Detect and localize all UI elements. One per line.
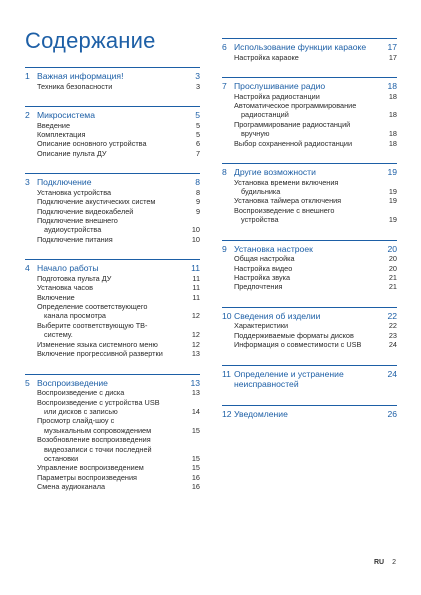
- toc-item-line: Выберите соответствующую ТВ-: [37, 320, 148, 330]
- toc-section-heading[interactable]: [222, 38, 397, 53]
- toc-section: [222, 77, 397, 148]
- toc-item[interactable]: [234, 196, 397, 205]
- toc-item[interactable]: [37, 283, 200, 292]
- toc-item-text: [37, 188, 196, 197]
- toc-item-page: 11: [192, 292, 200, 302]
- toc-item-page: 10: [191, 225, 200, 235]
- section-number: 8: [222, 167, 227, 178]
- toc-section-heading[interactable]: [222, 307, 397, 322]
- toc-item-page: 18: [388, 129, 397, 139]
- toc-item-line: Определение соответствующего: [37, 302, 148, 312]
- toc-item-page: 18: [388, 91, 397, 101]
- toc-item-line: Техника безопасности: [37, 81, 113, 91]
- toc-item-page: 15: [191, 425, 200, 435]
- toc-item-text: [37, 463, 192, 472]
- toc-item[interactable]: [234, 264, 397, 273]
- toc-item[interactable]: [234, 331, 397, 340]
- toc-item-page: 18: [388, 138, 397, 148]
- toc-item-line: Предпочтения: [234, 282, 283, 292]
- toc-section: [25, 67, 200, 91]
- toc-item-text: [37, 302, 192, 321]
- toc-item[interactable]: [37, 139, 200, 148]
- section-page: 19: [387, 167, 397, 178]
- toc-item-page: 20: [388, 263, 397, 273]
- toc-item-line: Автоматическое программирование: [234, 101, 357, 110]
- toc-item-line: устройства: [241, 215, 279, 225]
- toc-item-list: [25, 274, 200, 359]
- toc-item-text: [37, 349, 192, 358]
- toc-section: [222, 405, 397, 420]
- section-page: 8: [195, 177, 200, 188]
- toc-item-list: [25, 188, 200, 244]
- toc-item-line: Управление воспроизведением: [37, 463, 144, 473]
- toc-item-page: 5: [195, 120, 200, 130]
- page-number: 2: [392, 559, 396, 566]
- page-footer: [374, 559, 396, 566]
- toc-item-line: Подключение видеокабелей: [37, 206, 134, 216]
- section-title: [234, 311, 387, 322]
- section-title: [37, 378, 190, 389]
- toc-item-line: Параметры воспроизведения: [37, 472, 137, 482]
- toc-item-text: [37, 235, 192, 244]
- toc-item-line: Выбор сохраненной радиостанции: [234, 138, 353, 148]
- toc-item-page: 7: [195, 148, 200, 158]
- section-page: 5: [195, 110, 200, 120]
- toc-item-line: Установка таймера отключения: [234, 196, 342, 206]
- section-title-line: Сведения об изделии: [234, 310, 321, 321]
- toc-item-text: [234, 340, 389, 349]
- toc-item-page: 6: [195, 139, 200, 149]
- toc-item-text: [37, 398, 192, 417]
- section-title: [234, 369, 387, 390]
- toc-item-page: 23: [388, 330, 397, 340]
- toc-item[interactable]: [37, 197, 200, 206]
- toc-item-text: [37, 274, 192, 283]
- page-title: Содержание: [25, 28, 156, 53]
- toc-item-page: 15: [191, 463, 200, 473]
- toc-item-line: Настройка радиостанции: [234, 91, 320, 101]
- section-page: 26: [387, 408, 397, 419]
- toc-item[interactable]: [234, 92, 397, 101]
- section-page: 13: [190, 377, 200, 388]
- toc-item-text: [234, 139, 389, 148]
- toc-item-page: 10: [191, 234, 200, 244]
- toc-item[interactable]: [37, 293, 200, 302]
- toc-item[interactable]: [37, 435, 200, 463]
- toc-item-text: [234, 273, 389, 282]
- toc-item[interactable]: [37, 207, 200, 216]
- section-title-line: Важная информация!: [37, 71, 124, 81]
- toc-item[interactable]: [234, 53, 397, 62]
- toc-item[interactable]: [234, 340, 397, 349]
- toc-section: [222, 163, 397, 225]
- toc-item-page: 3: [195, 81, 200, 91]
- toc-section-heading[interactable]: [25, 173, 200, 188]
- toc-item-line: Включение прогрессивной развертки: [37, 349, 163, 359]
- toc-item[interactable]: [37, 149, 200, 158]
- toc-section-heading[interactable]: [25, 106, 200, 121]
- toc-item-line: Смена аудиоканала: [37, 482, 106, 492]
- toc-item-line: Включение: [37, 292, 75, 302]
- toc-item-page: 16: [191, 482, 200, 492]
- toc-section: [25, 259, 200, 358]
- toc-item-page: 12: [191, 339, 200, 349]
- section-title-line: Подключение: [37, 177, 92, 188]
- toc-item-line: Просмотр слайд-шоу с: [37, 416, 115, 426]
- section-number: 5: [25, 377, 30, 388]
- toc-item-text: [37, 121, 196, 130]
- section-number: 7: [222, 81, 227, 91]
- section-title-line: неисправностей: [234, 379, 299, 390]
- toc-item-text: [234, 254, 389, 263]
- toc-item-line: музыкальным сопровождением: [44, 425, 152, 435]
- toc-section: [222, 307, 397, 350]
- toc-item-text: [234, 206, 389, 225]
- toc-item-page: 21: [388, 282, 397, 292]
- toc-item-line: Подготовка пульта ДУ: [37, 273, 112, 283]
- section-title: [234, 42, 387, 53]
- toc-item-text: [37, 482, 192, 491]
- section-page: 22: [387, 310, 397, 321]
- section-number: 1: [25, 71, 30, 81]
- toc-section-heading[interactable]: [25, 374, 200, 389]
- section-title: [234, 244, 387, 255]
- toc-item-page: 9: [195, 197, 200, 207]
- toc-right-column: [222, 38, 397, 434]
- toc-item-line: Общая настройка: [234, 254, 295, 264]
- toc-item-line: Поддерживаемые форматы дисков: [234, 330, 354, 340]
- toc-item[interactable]: [37, 188, 200, 197]
- toc-item-line: остановки: [44, 453, 79, 463]
- toc-item[interactable]: [234, 254, 397, 263]
- section-title: [37, 177, 195, 188]
- toc-item-line: Настройка звука: [234, 273, 291, 283]
- section-number: 2: [25, 110, 30, 120]
- toc-item[interactable]: [234, 321, 397, 330]
- toc-item-page: 21: [388, 273, 397, 283]
- toc-item-page: 5: [195, 130, 200, 139]
- toc-item-line: Установка времени включения: [234, 177, 339, 187]
- toc-section: [25, 106, 200, 158]
- section-title: [37, 110, 195, 121]
- toc-item-page: 16: [191, 472, 200, 482]
- toc-item-line: Описание пульта ДУ: [37, 148, 107, 158]
- section-page: 20: [387, 243, 397, 254]
- toc-item-line: Описание основного устройства: [37, 139, 147, 149]
- toc-item-page: 8: [195, 187, 200, 197]
- toc-item[interactable]: [37, 121, 200, 130]
- toc-item-text: [37, 216, 192, 235]
- toc-item-text: [37, 435, 192, 463]
- section-title-line: Начало работы: [37, 263, 99, 274]
- toc-item-text: [234, 264, 389, 273]
- toc-item[interactable]: [234, 101, 397, 120]
- section-title-line: Прослушивание радио: [234, 81, 326, 91]
- section-number: 10: [222, 310, 232, 321]
- toc-item[interactable]: [234, 139, 397, 148]
- toc-item-line: систему.: [44, 330, 73, 340]
- toc-left-column: [25, 67, 200, 507]
- toc-item-page: 19: [388, 187, 397, 197]
- section-title: [37, 71, 195, 82]
- toc-item[interactable]: [234, 206, 397, 225]
- toc-item-page: 19: [388, 215, 397, 225]
- toc-section-heading[interactable]: [222, 240, 397, 255]
- section-page: 24: [387, 368, 397, 379]
- language-code: RU: [373, 559, 385, 566]
- toc-item-text: [234, 178, 389, 197]
- toc-item-text: [234, 321, 389, 330]
- toc-item-text: [234, 331, 389, 340]
- toc-item-line: Программирование радиостанций: [234, 119, 351, 129]
- toc-item-text: [37, 340, 192, 349]
- toc-item-text: [234, 53, 389, 62]
- toc-item[interactable]: [37, 349, 200, 358]
- section-title: [234, 409, 387, 420]
- toc-item-text: [37, 130, 196, 139]
- section-title-line: Микросистема: [37, 110, 95, 120]
- section-title-line: Использование функции караоке: [234, 42, 367, 52]
- toc-item-line: Воспроизведение с внешнего: [234, 205, 335, 215]
- toc-item[interactable]: [37, 482, 200, 491]
- toc-item[interactable]: [234, 178, 397, 197]
- toc-section: [222, 240, 397, 292]
- toc-section: [222, 365, 397, 390]
- toc-item-page: 22: [388, 321, 397, 331]
- toc-item-line: Подключение акустических систем: [37, 197, 156, 207]
- toc-item-text: [37, 321, 192, 340]
- toc-item-page: 24: [388, 340, 397, 350]
- section-number: 12: [222, 408, 232, 419]
- section-title: [234, 81, 387, 92]
- toc-item-line: Информация о совместимости с USB: [234, 340, 362, 350]
- toc-item-line: радиостанций: [241, 110, 289, 120]
- toc-item[interactable]: [37, 340, 200, 349]
- toc-item[interactable]: [37, 235, 200, 244]
- section-number: 6: [222, 42, 227, 52]
- toc-item-text: [234, 101, 389, 120]
- toc-item-text: [37, 283, 192, 292]
- toc-item-list: [222, 178, 397, 225]
- toc-item-page: 20: [388, 254, 397, 264]
- toc-item-list: [25, 82, 200, 91]
- toc-item-page: 14: [191, 406, 200, 416]
- toc-section-heading[interactable]: [222, 365, 397, 390]
- toc-item[interactable]: [37, 416, 200, 435]
- toc-item[interactable]: [234, 282, 397, 291]
- toc-item-line: канала просмотра: [44, 311, 106, 321]
- section-number: 11: [222, 368, 231, 379]
- toc-item-text: [37, 197, 196, 206]
- toc-item-line: Изменение языка системного меню: [37, 339, 158, 349]
- section-title: [37, 263, 191, 274]
- toc-section-heading[interactable]: [222, 163, 397, 178]
- toc-item-line: Установка устройства: [37, 187, 112, 197]
- toc-item[interactable]: [37, 388, 200, 397]
- toc-item-line: Воспроизведение с устройства USB: [37, 397, 160, 407]
- section-number: 9: [222, 243, 227, 254]
- toc-item-text: [234, 120, 389, 139]
- section-title-line: Воспроизведение: [37, 377, 108, 388]
- toc-item-page: 11: [192, 283, 200, 293]
- toc-item-page: 18: [388, 110, 397, 120]
- toc-item-line: или дисков с записью: [44, 406, 118, 416]
- toc-item-page: 19: [388, 196, 397, 206]
- toc-item-page: 17: [388, 52, 397, 62]
- section-number: 4: [25, 263, 30, 274]
- section-title: [234, 167, 387, 178]
- toc-item-line: Комплектация: [37, 130, 86, 139]
- section-title-line: Уведомление: [234, 408, 288, 419]
- section-page: 3: [195, 71, 200, 81]
- toc-item-list: [25, 388, 200, 491]
- toc-section: [25, 374, 200, 492]
- toc-item-line: Характеристики: [234, 321, 289, 331]
- toc-item-list: [222, 254, 397, 292]
- toc-item-line: Воспроизведение с диска: [37, 388, 125, 398]
- toc-item-line: Настройка видео: [234, 263, 293, 273]
- toc-item-text: [234, 196, 389, 205]
- toc-item-text: [37, 388, 192, 397]
- toc-item[interactable]: [37, 473, 200, 482]
- toc-item[interactable]: [234, 120, 397, 139]
- toc-item-text: [37, 293, 192, 302]
- section-page: 11: [191, 263, 200, 274]
- toc-item-line: Настройка караоке: [234, 52, 299, 62]
- toc-item[interactable]: [234, 273, 397, 282]
- toc-section-heading[interactable]: [25, 67, 200, 82]
- toc-item-line: аудиоустройства: [44, 225, 102, 235]
- toc-item-text: [37, 82, 196, 91]
- toc-item[interactable]: [37, 321, 200, 340]
- toc-item[interactable]: [37, 302, 200, 321]
- toc-section-heading[interactable]: [222, 405, 397, 420]
- toc-item-list: [25, 121, 200, 159]
- section-page: 17: [387, 42, 397, 52]
- section-title-line: Определение и устранение: [234, 368, 344, 379]
- toc-item-text: [37, 149, 196, 158]
- section-title-line: Установка настроек: [234, 243, 313, 254]
- toc-item[interactable]: [37, 216, 200, 235]
- toc-item[interactable]: [37, 130, 200, 139]
- toc-item-list: [222, 321, 397, 349]
- toc-item-page: 15: [191, 453, 200, 463]
- toc-item-line: Подключение внешнего: [37, 216, 118, 226]
- section-page: 18: [387, 81, 397, 91]
- toc-section-heading[interactable]: [222, 77, 397, 92]
- toc-item-text: [37, 139, 196, 148]
- toc-item-page: 11: [192, 273, 200, 283]
- toc-item-line: вручную: [241, 129, 270, 139]
- toc-item-page: 9: [195, 206, 200, 216]
- toc-item-line: видеозаписи с точки последней: [44, 444, 152, 454]
- toc-section: [222, 38, 397, 62]
- toc-section-heading[interactable]: [25, 259, 200, 274]
- toc-item[interactable]: [37, 398, 200, 417]
- toc-item-page: 12: [191, 330, 200, 340]
- toc-item-text: [234, 282, 389, 291]
- toc-item-text: [37, 473, 192, 482]
- toc-section: [25, 173, 200, 244]
- toc-item-line: Установка часов: [37, 283, 94, 293]
- toc-item-line: Введение: [37, 120, 71, 130]
- toc-item-line: будильника: [241, 187, 281, 197]
- toc-item-page: 12: [191, 311, 200, 321]
- section-title-line: Другие возможности: [234, 167, 316, 178]
- toc-item[interactable]: [37, 463, 200, 472]
- toc-item-text: [234, 92, 389, 101]
- toc-item-page: 13: [191, 388, 200, 398]
- toc-item-page: 13: [191, 349, 200, 359]
- toc-item[interactable]: [37, 82, 200, 91]
- section-number: 3: [25, 177, 30, 188]
- toc-item[interactable]: [37, 274, 200, 283]
- toc-item-line: Подключение питания: [37, 234, 113, 244]
- toc-item-line: Возобновление воспроизведения: [37, 435, 151, 445]
- toc-item-list: [222, 92, 397, 148]
- toc-item-list: [222, 53, 397, 62]
- toc-item-text: [37, 207, 196, 216]
- toc-item-text: [37, 416, 192, 435]
